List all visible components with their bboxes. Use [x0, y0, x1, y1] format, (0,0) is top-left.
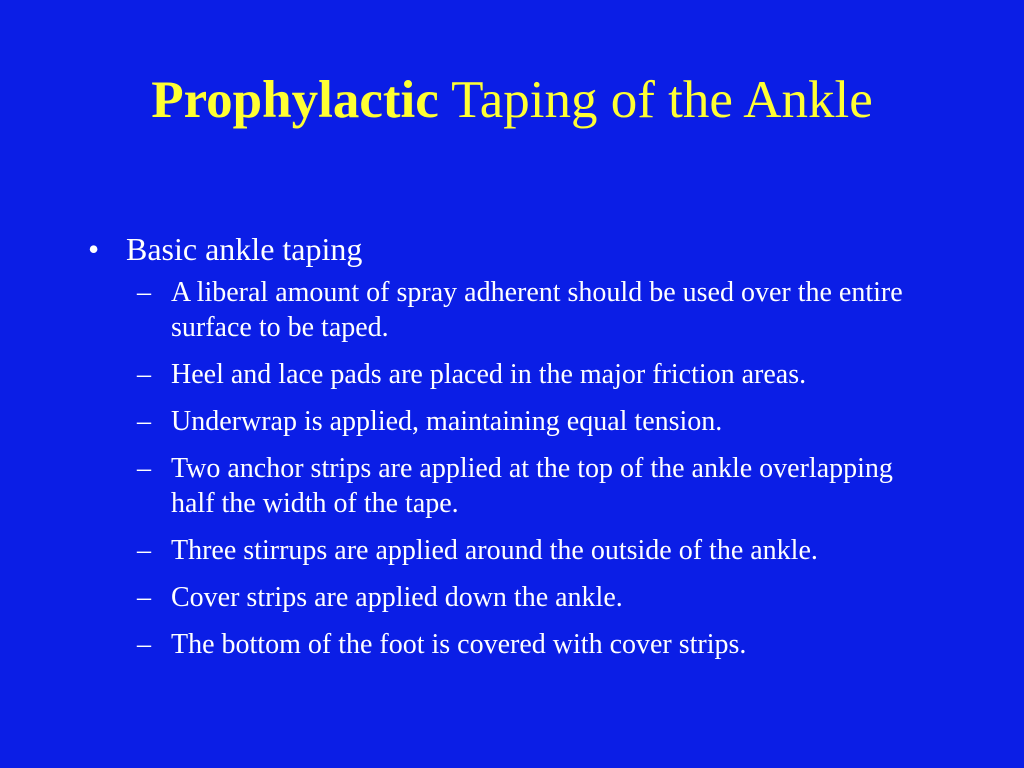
sub-bullet-text: The bottom of the foot is covered with cover strips. [171, 629, 747, 660]
sub-bullet-text: A liberal amount of spray adherent should be used over the entire surface to be taped. [171, 277, 903, 343]
dash-marker: – [137, 359, 151, 390]
sub-bullet-text: Two anchor strips are applied at the top of the ankle overlapping half the width of the tape. [171, 453, 893, 519]
sub-bullet-container [82, 275, 962, 662]
bullet-text: Basic ankle taping [126, 231, 363, 267]
sub-bullet-text: Underwrap is applied, maintaining equal tension. [171, 406, 723, 437]
bullet-item [82, 229, 962, 269]
sub-bullet-list [82, 275, 962, 662]
sub-bullet-item [82, 275, 931, 345]
sub-bullet-text: Cover strips are applied down the ankle. [171, 582, 623, 613]
slide-title-bold: Prophylactic [151, 71, 439, 129]
dash-marker: – [137, 453, 151, 484]
dash-marker: – [137, 582, 151, 613]
sub-bullet-text: Three stirrups are applied around the outside of the ankle. [171, 535, 818, 566]
slide-title-rest: Taping of the Ankle [438, 71, 873, 129]
dash-marker: – [137, 277, 151, 308]
dash-marker: – [137, 406, 151, 437]
slide-title [0, 66, 1024, 135]
sub-bullet-item [82, 451, 931, 521]
bullet-list [82, 229, 962, 674]
sub-bullet-text: Heel and lace pads are placed in the major friction areas. [171, 359, 807, 390]
sub-bullet-item [82, 533, 931, 568]
sub-bullet-item [82, 627, 931, 662]
sub-bullet-item [82, 357, 931, 392]
dash-marker: – [137, 629, 151, 660]
sub-bullet-item [82, 580, 931, 615]
sub-bullet-item [82, 404, 931, 439]
dash-marker: – [137, 535, 151, 566]
bullet-marker: • [88, 231, 100, 267]
